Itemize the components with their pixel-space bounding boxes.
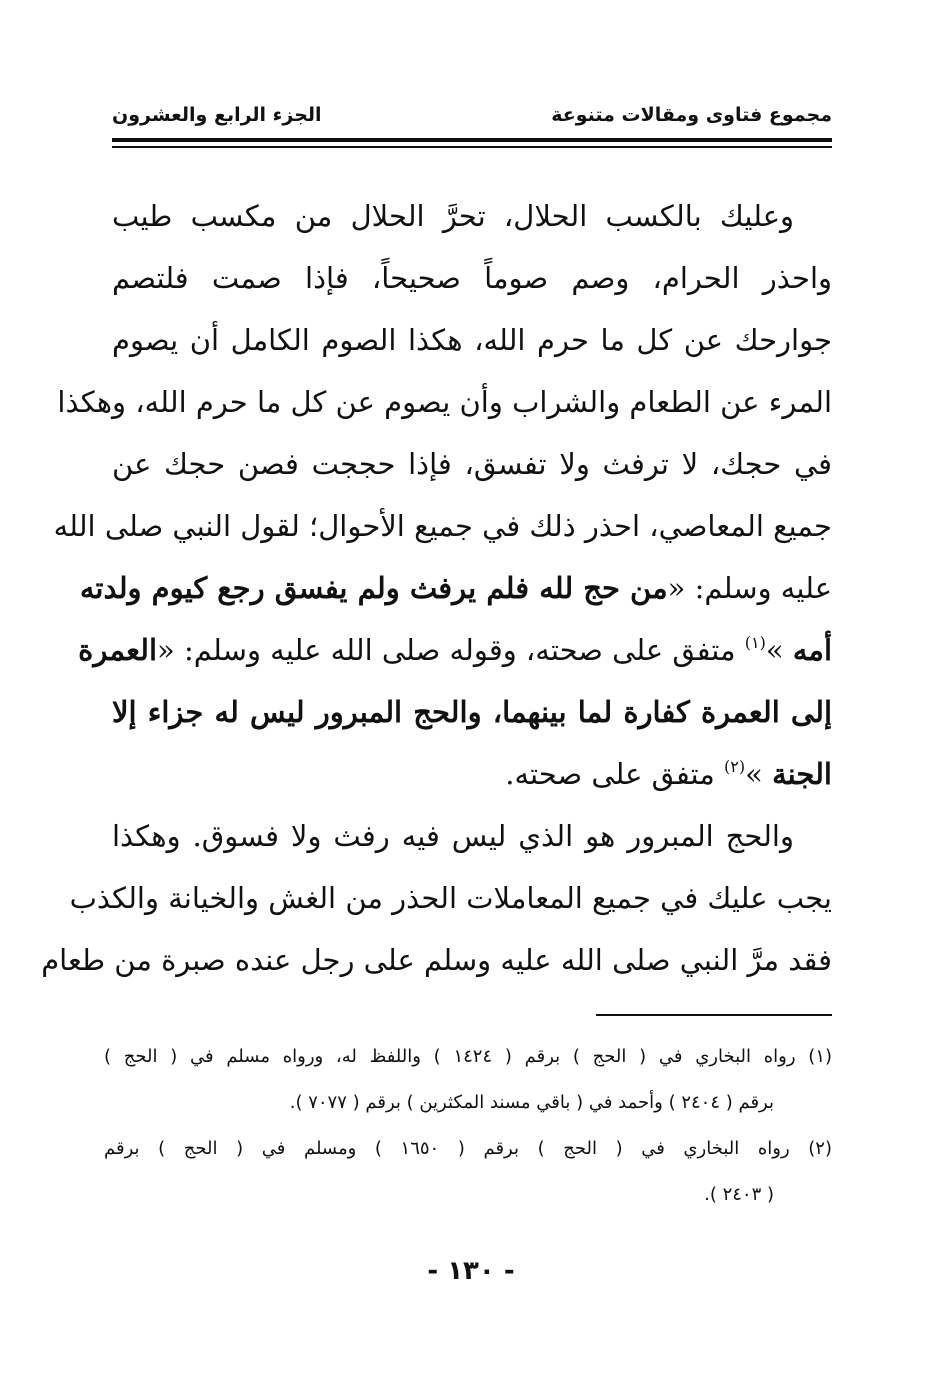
quote-close: » [765, 633, 784, 667]
hadith-quote: إلى العمرة كفارة لما بينهما، والحج المبرور ليس له جزاء إلا [112, 695, 832, 729]
footnote-separator [596, 1014, 832, 1016]
text-line: المرء عن الطعام والشراب وأن يصوم عن كل ما حرم الله، وهكذا [57, 385, 832, 419]
footnote-ref-2: (٢) [724, 757, 746, 776]
hadith-quote: العمرة [78, 633, 158, 667]
footnotes [104, 1034, 832, 1218]
text-line: جميع المعاصي، احذر ذلك في جميع الأحوال؛ لقول النبي صلى الله [53, 509, 832, 543]
text-line [79, 557, 832, 619]
page-number: - ١٣٠ - [427, 1256, 515, 1286]
volume-label: الجزء الرابع والعشرون [112, 104, 322, 126]
hadith-quote: أمه [792, 633, 832, 667]
text-line [112, 681, 832, 743]
text-line: جوارحك عن كل ما حرم الله، هكذا الصوم الكامل أن يصوم [112, 323, 832, 357]
footnote-2: (٢) رواه البخاري في ( الحج ) برقم ( ١٦٥٠ ) ومسلم في ( الحج ) برقم [104, 1138, 832, 1159]
footnote-1: (١) رواه البخاري في ( الحج ) برقم ( ١٤٢٤ ) واللفظ له، ورواه مسلم في ( الحج ) [104, 1046, 833, 1067]
hadith-quote: الجنة [772, 757, 832, 791]
text-span: متفق على صحته. [505, 757, 725, 791]
text-line: وعليك بالكسب الحلال، تحرَّ الحلال من مكسب طيب [112, 199, 794, 233]
text-span: عليه وسلم: « [667, 571, 832, 605]
hadith-quote: من حج لله فلم يرفث ولم يفسق رجع كيوم ولدته [79, 571, 668, 605]
main-text [41, 185, 832, 991]
text-span: متفق على صحته، وقوله صلى الله عليه وسلم: « [157, 633, 745, 667]
text-line: والحج المبرور هو الذي ليس فيه رفث ولا فسوق. وهكذا [112, 819, 794, 853]
book-title: مجموع فتاوى ومقالات متنوعة [551, 104, 832, 126]
text-line: يجب عليك في جميع المعاملات الحذر من الغش والخيانة والكذب [69, 881, 832, 915]
footnote-ref-1: (١) [744, 633, 766, 652]
text-line [112, 743, 832, 805]
footnote-2-cont: ( ٢٤٠٣ ). [704, 1184, 774, 1205]
quote-close: » [745, 757, 763, 791]
footnote-1-cont: برقم ( ٢٤٠٤ ) وأحمد في ( باقي مسند المكثرين ) برقم ( ٧٠٧٧ ). [289, 1092, 774, 1113]
header-rule-thin [112, 146, 832, 148]
text-line: فقد مرَّ النبي صلى الله عليه وسلم على رجل عنده صبرة من طعام [41, 943, 832, 977]
running-header [112, 98, 832, 132]
text-line: واحذر الحرام، وصم صوماً صحيحاً، فإذا صمت فلتصم [112, 261, 832, 295]
text-line [78, 619, 832, 681]
text-line: في حجك، لا ترفث ولا تفسق، فإذا حججت فصن حجك عن [112, 447, 832, 481]
header-rule-thick [112, 138, 832, 142]
